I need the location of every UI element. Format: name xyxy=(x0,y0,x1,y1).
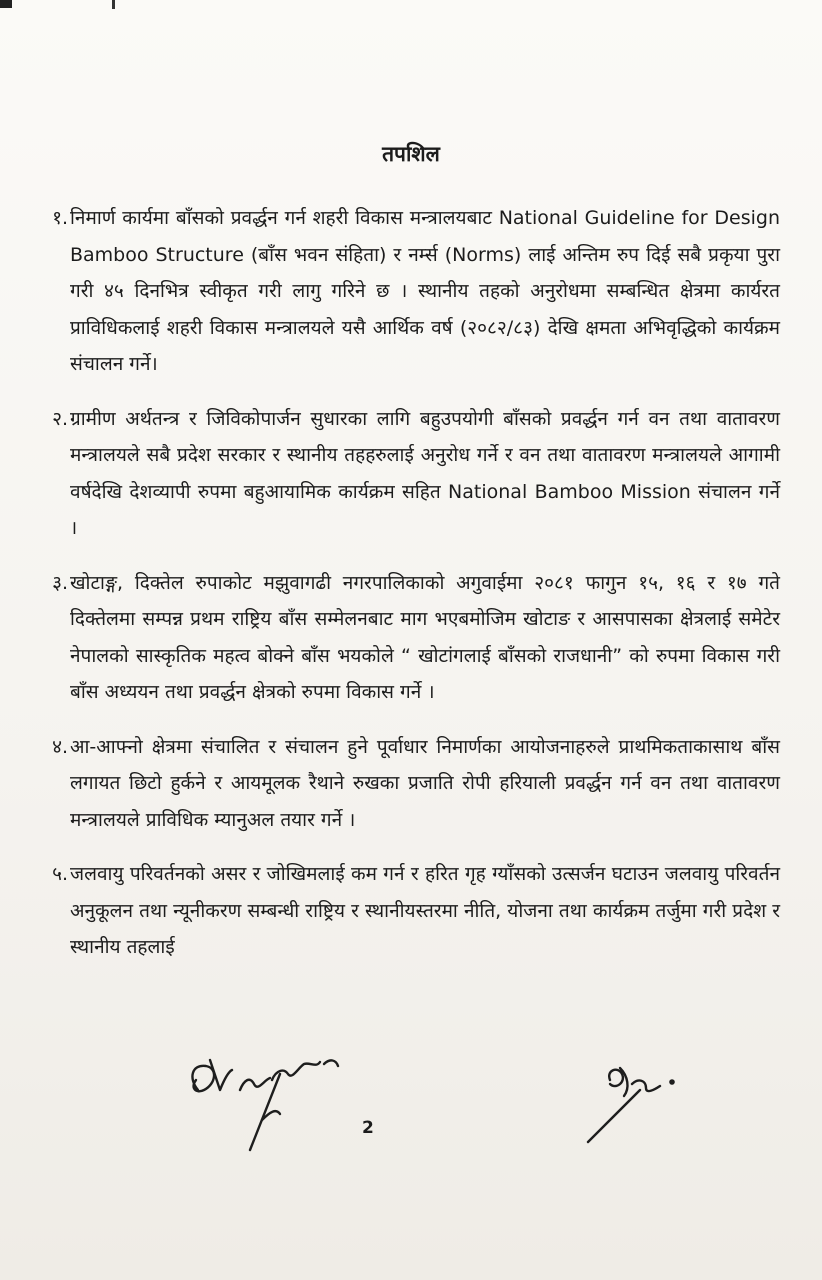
page-title: तपशिल xyxy=(382,142,440,166)
item-number: ५. xyxy=(52,863,68,885)
item-text: निमार्ण कार्यमा बाँसको प्रवर्द्धन गर्न शहरी विकास मन्त्रालयबाट National Guideline for Design Bamboo Structure (बाँस भवन संहिता) र नर्म्स (Norms) लाई अन्तिम रुप दिई सबै प्रकृया पुरा गरी ४५ दिनभित्र स्वीकृत गरी लागु गरिने छ । स्थानीय तहको अनुरोधमा सम्बन्धित क्षेत्रमा कार्यरत प्राविधिकलाई शहरी विकास मन्त्रालयले यसै आर्थिक वर्ष (२०८२/८३) देखि क्षमता अभिवृद्धिको कार्यक्रम संचालन गर्ने। xyxy=(70,207,780,375)
item-number: ३. xyxy=(52,571,68,594)
item-text: जलवायु परिवर्तनको असर र जोखिमलाई कम गर्न र हरित गृह ग्याँसको उत्सर्जन घटाउन जलवायु परिवर्तन अनुकूलन तथा न्यूनीकरण सम्बन्धी राष्ट्रिय र स्थानीयस्तरमा नीति, योजना तथा कार्यक्रम तर्जुमा गरी प्रदेश र स्थानीय तहलाई xyxy=(70,863,780,958)
scan-edge-mark xyxy=(0,0,12,8)
list-item xyxy=(28,729,780,839)
item-number: २. xyxy=(52,407,68,430)
item-text: ग्रामीण अर्थतन्त्र र जिविकोपार्जन सुधारका लागि बहुउपयोगी बाँसको प्रवर्द्धन गर्न वन तथा वातावरण मन्त्रालयले सबै प्रदेश सरकार र स्थानीय तहहरुलाई अनुरोध गर्ने र वन तथा वातावरण मन्त्रालयले आगामी वर्षदेखि देशव्यापी रुपमा बहुआयामिक कार्यक्रम सहित National Bamboo Mission संचालन गर्ने । xyxy=(70,407,780,539)
item-text: आ-आफ्नो क्षेत्रमा संचालित र संचालन हुने पूर्वाधार निमार्णका आयोजनाहरुले प्राथमिकताकासाथ बाँस लगायत छिटो हुर्कने र आयमूलक रैथाने रुखका प्रजाति रोपी हरियाली प्रवर्द्धन गर्न वन तथा वातावरण मन्त्रालयले प्राविधिक म्यानुअल तयार गर्ने । xyxy=(70,735,780,831)
list-item xyxy=(28,401,780,547)
list-item xyxy=(28,565,780,711)
page-number: 2 xyxy=(362,1118,374,1138)
item-text: खोटाङ्ग, दिक्तेल रुपाकोट मझुवागढी नगरपालिकाको अगुवाईमा २०८१ फागुन १५, १६ र १७ गते दिक्तेलमा सम्पन्न प्रथम राष्ट्रिय बाँस सम्मेलनबाट माग भएबमोजिम खोटाङ र आसपासका क्षेत्रलाई समेटेर नेपालको सास्कृतिक महत्व बोक्ने बाँस भयकोले “ खोटांगलाई बाँसको राजधानी” को रुपमा विकास गरी बाँस अध्ययन तथा प्रवर्द्धन क्षेत्रको रुपमा विकास गर्ने । xyxy=(70,571,780,703)
list-item xyxy=(28,856,780,966)
signature-right xyxy=(580,1060,700,1150)
item-list xyxy=(28,200,780,984)
signature-left xyxy=(180,1050,380,1160)
scan-edge-mark xyxy=(112,0,115,9)
item-number: ४. xyxy=(52,735,68,758)
item-number: १. xyxy=(52,207,68,229)
list-item xyxy=(28,200,780,383)
